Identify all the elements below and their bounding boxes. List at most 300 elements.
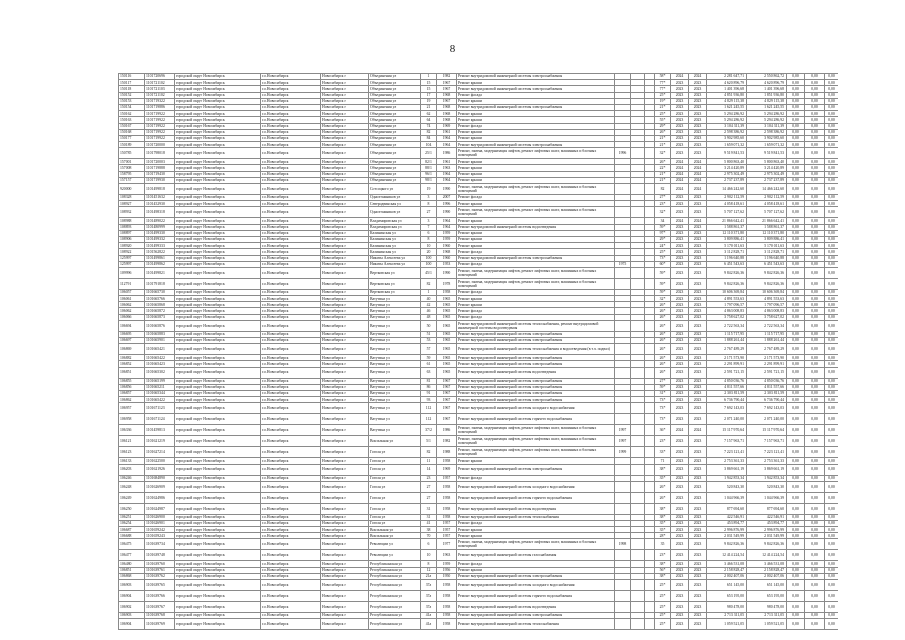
cell-cost: 651 145,00 [707, 580, 747, 591]
cell-z1: 0,00 [787, 86, 805, 92]
cell-municipality: городской округ Новосибирск [175, 390, 261, 396]
cell-municipality: городской округ Новосибирск [175, 613, 261, 619]
cell-cost: 2 975 302,49 [707, 171, 747, 177]
cell-p2 [645, 447, 655, 458]
cell-z2: 0,00 [805, 503, 825, 514]
cell-cost: 4 058 418,61 [707, 201, 747, 207]
cell-cost: 3 902 985,60 [707, 135, 747, 141]
cell-city: г.о.Новосибирск [261, 123, 321, 129]
cell-cost: 7 692 143,03 [707, 403, 747, 414]
cell-id: 108893 [119, 224, 145, 230]
cell-plan: 38* [655, 561, 671, 567]
cell-plan: 31* [655, 390, 671, 396]
cell-plan: 36* [655, 425, 671, 436]
cell-flag: 1997 [615, 436, 631, 447]
cell-year: 1986 [437, 148, 457, 159]
cell-street: Ватутина ул [369, 314, 421, 320]
cell-id: 106688 [119, 533, 145, 539]
cell-street: Революции ул [369, 539, 421, 550]
cell-code: 1101639748 [145, 550, 175, 561]
cell-z1: 0,00 [787, 289, 805, 295]
table-row [119, 367, 839, 378]
cell-house: 74 [421, 123, 437, 129]
cell-settlement: Новосибирск г [321, 378, 369, 384]
cell-settlement: Новосибирск г [321, 367, 369, 378]
cell-id: 106694 [119, 320, 145, 331]
cell-z2: 0,00 [805, 207, 825, 218]
cell-city: г.о.Новосибирск [261, 171, 321, 177]
cell-city: г.о.Новосибирск [261, 98, 321, 104]
cell-year: 1965 [437, 355, 457, 361]
cell-plan: 35* [655, 527, 671, 533]
cell-flag [615, 367, 631, 378]
cell-city: г.о.Новосибирск [261, 80, 321, 86]
cell-z2: 0,00 [805, 201, 825, 207]
cell-z3: 0,00 [825, 338, 839, 344]
cell-year: 1958 [437, 613, 457, 619]
cell-z2: 0,00 [805, 278, 825, 289]
cell-street: Объединения ул [369, 86, 421, 92]
cell-y2: 2023 [689, 367, 707, 378]
cell-id: 106248 [119, 481, 145, 492]
cell-id: 157001 [119, 159, 145, 165]
cell-cost2: 2 767 489,29 [747, 344, 787, 355]
cell-settlement: Новосибирск г [321, 255, 369, 261]
cell-plan: 21* [655, 171, 671, 177]
cell-code: 1101499818 [145, 184, 175, 195]
cell-work: Ремонт внутридомовой инженерной системы теплоснабжения и водоотведения (в т.ч. подвал) [457, 344, 615, 355]
cell-id: 150163 [119, 117, 145, 123]
cell-z1: 0,00 [787, 602, 805, 613]
cell-settlement: Новосибирск г [321, 539, 369, 550]
cell-z1: 0,00 [787, 296, 805, 302]
cell-house: 112 [421, 403, 437, 414]
cell-y2: 2023 [689, 539, 707, 550]
cell-p1 [631, 580, 645, 591]
cell-city: г.о.Новосибирск [261, 384, 321, 390]
cell-municipality: городской округ Новосибирск [175, 261, 261, 267]
cell-municipality: городской округ Новосибирск [175, 195, 261, 201]
cell-y1: 2023 [671, 503, 689, 514]
cell-municipality: городской округ Новосибирск [175, 567, 261, 573]
cell-z1: 0,00 [787, 397, 805, 403]
cell-z3: 0,00 [825, 403, 839, 414]
cell-z2: 0,00 [805, 447, 825, 458]
cell-p1 [631, 207, 645, 218]
cell-z1: 0,00 [787, 308, 805, 314]
cell-work: Ремонт внутридомовой инженерной системы электроснабжения [457, 397, 615, 403]
cell-street: Калининская ул [369, 230, 421, 236]
cell-city: г.о.Новосибирск [261, 602, 321, 613]
cell-city: г.о.Новосибирск [261, 436, 321, 447]
cell-z1: 0,00 [787, 104, 805, 110]
cell-house: 40 [421, 296, 437, 302]
cell-z1: 0,00 [787, 224, 805, 230]
cell-municipality: городской округ Новосибирск [175, 550, 261, 561]
cell-plan: 35* [655, 520, 671, 526]
cell-y2: 2023 [689, 142, 707, 148]
cell-z2: 0,00 [805, 314, 825, 320]
cell-z1: 0,00 [787, 355, 805, 361]
cell-id: 106958 [119, 414, 145, 425]
cell-id: 106868 [119, 573, 145, 579]
cell-city: г.о.Новосибирск [261, 184, 321, 195]
cell-y2: 2023 [689, 296, 707, 302]
cell-z2: 0,00 [805, 111, 825, 117]
cell-house: 88/1 [421, 165, 437, 171]
cell-year: 1961 [437, 159, 457, 165]
cell-y2: 2023 [689, 384, 707, 390]
cell-code: 1101719922 [145, 129, 175, 135]
cell-id: 106123 [119, 447, 145, 458]
cell-id: 150117 [119, 80, 145, 86]
table-row [119, 464, 839, 475]
cell-id: 106862 [119, 397, 145, 403]
cell-y2: 2023 [689, 602, 707, 613]
cell-work: Ремонт внутридомовой инженерной системы электроснабжения [457, 384, 615, 390]
cell-year: 1964 [437, 224, 457, 230]
cell-z2: 0,00 [805, 414, 825, 425]
cell-z1: 0,00 [787, 171, 805, 177]
cell-code: 1101665872 [145, 308, 175, 314]
cell-code: 1101719322 [145, 98, 175, 104]
cell-year: 1958 [437, 619, 457, 630]
cell-work: Ремонт внутридомовой инженерной системы холодного водоснабжения [457, 481, 615, 492]
cell-cost2: 520 843,30 [747, 481, 787, 492]
cell-cost: 1 044 966,39 [707, 492, 747, 503]
cell-house: 8 [421, 236, 437, 242]
cell-y1: 2023 [671, 308, 689, 314]
cell-z1: 0,00 [787, 527, 805, 533]
cell-house: 3 [421, 218, 437, 224]
cell-y2: 2023 [689, 378, 707, 384]
cell-year: 1967 [437, 384, 457, 390]
cell-municipality: городской округ Новосибирск [175, 255, 261, 261]
cell-year: 1950 [437, 573, 457, 579]
cell-plan: 25* [655, 619, 671, 630]
cell-cost2: 4 863 008,83 [747, 308, 787, 314]
table-row [119, 492, 839, 503]
cell-code: 1101665901 [145, 338, 175, 344]
cell-y2: 2024 [689, 184, 707, 195]
cell-cost: 4 811 557,66 [707, 384, 747, 390]
cell-street: Вертковская ул [369, 289, 421, 295]
cell-cost2: 5 294 286,92 [747, 111, 787, 117]
cell-municipality: городской округ Новосибирск [175, 361, 261, 367]
cell-cost: 1 659 071,32 [707, 142, 747, 148]
cell-flag: 1996 [615, 148, 631, 159]
cell-cost: 9 842 826,36 [707, 278, 747, 289]
cell-z3: 0,00 [825, 177, 839, 183]
cell-code: 1101721103 [145, 86, 175, 92]
cell-z2: 0,00 [805, 390, 825, 396]
cell-code: 1101665873 [145, 314, 175, 320]
cell-code: 1101720003 [145, 159, 175, 165]
cell-y1: 2023 [671, 123, 689, 129]
cell-z2: 0,00 [805, 243, 825, 249]
cell-settlement: Новосибирск г [321, 184, 369, 195]
cell-work: Ремонт внутридомовой инженерной системы горячего водоснабжения [457, 414, 615, 425]
cell-settlement: Новосибирск г [321, 177, 369, 183]
cell-settlement: Новосибирск г [321, 550, 369, 561]
cell-cost: 21 866 642,41 [707, 218, 747, 224]
cell-y2: 2023 [689, 104, 707, 110]
cell-year: 1964 [437, 142, 457, 148]
cell-y2: 2023 [689, 255, 707, 261]
cell-z2: 0,00 [805, 619, 825, 630]
cell-municipality: городской округ Новосибирск [175, 117, 261, 123]
cell-street: Вокзальная ул [369, 533, 421, 539]
cell-z2: 0,00 [805, 602, 825, 613]
cell-work: Ремонт внутридомовой инженерной системы электроснабжения [457, 613, 615, 619]
cell-cost: 2 002 407,06 [707, 573, 747, 579]
cell-street: Республиканская ул [369, 573, 421, 579]
cell-id: 106246 [119, 475, 145, 481]
cell-settlement: Новосибирск г [321, 261, 369, 267]
cell-year: 1982 [437, 74, 457, 80]
cell-city: г.о.Новосибирск [261, 550, 321, 561]
cell-z3: 0,00 [825, 308, 839, 314]
cell-municipality: городской округ Новосибирск [175, 243, 261, 249]
cell-work: Ремонт внутридомовой инженерной системы электроснабжения [457, 104, 615, 110]
cell-code: 1101624986 [145, 492, 175, 503]
cell-y2: 2024 [689, 165, 707, 171]
cell-municipality: городской округ Новосибирск [175, 447, 261, 458]
cell-z2: 0,00 [805, 177, 825, 183]
cell-city: г.о.Новосибирск [261, 397, 321, 403]
cell-work: Ремонт, замена, модернизация лифтов, ремонт лифтовых шахт, машинных и блочных помещений [457, 184, 615, 195]
cell-z1: 0,00 [787, 320, 805, 331]
cell-z2: 0,00 [805, 475, 825, 481]
cell-work: Ремонт внутридомовой инженерной системы электроснабжения [457, 361, 615, 367]
cell-work: Ремонт внутридомовой инженерной системы электроснабжения [457, 573, 615, 579]
cell-cost: 2 737 237,89 [707, 177, 747, 183]
cell-y2: 2023 [689, 520, 707, 526]
cell-house: 6 [421, 539, 437, 550]
cell-city: г.о.Новосибирск [261, 464, 321, 475]
cell-y1: 2023 [671, 384, 689, 390]
cell-plan: 73* [655, 255, 671, 261]
cell-cost: 7 157 963,71 [707, 436, 747, 447]
cell-y2: 2023 [689, 195, 707, 201]
cell-y2: 2023 [689, 243, 707, 249]
cell-cost: 1 196 640,88 [707, 255, 747, 261]
cell-z1: 0,00 [787, 533, 805, 539]
cell-cost2: 4 058 418,61 [747, 201, 787, 207]
cell-code: 1101499862 [145, 261, 175, 267]
cell-z1: 0,00 [787, 111, 805, 117]
table-row [119, 414, 839, 425]
cell-y1: 2024 [671, 159, 689, 165]
cell-city: г.о.Новосибирск [261, 249, 321, 255]
cell-settlement: Новосибирск г [321, 520, 369, 526]
cell-house: 21a [421, 573, 437, 579]
cell-house: 100 [421, 261, 437, 267]
cell-y2: 2023 [689, 514, 707, 520]
cell-plan: 25* [655, 92, 671, 98]
cell-house: 23 [421, 475, 437, 481]
cell-y1: 2023 [671, 80, 689, 86]
cell-z1: 0,00 [787, 344, 805, 355]
cell-settlement: Новосибирск г [321, 201, 369, 207]
cell-cost2: 2 737 237,89 [747, 177, 787, 183]
cell-p2 [645, 367, 655, 378]
cell-street: Революции ул [369, 550, 421, 561]
cell-cost2: 4 850 036,76 [747, 378, 787, 384]
cell-plan: 73* [655, 414, 671, 425]
cell-house: 64 [421, 117, 437, 123]
cell-work: Ремонт фасада [457, 308, 615, 314]
cell-municipality: городской округ Новосибирск [175, 384, 261, 390]
cell-z1: 0,00 [787, 580, 805, 591]
cell-settlement: Новосибирск г [321, 384, 369, 390]
cell-cost: 5 707 127,62 [707, 207, 747, 218]
cell-plan: 25* [655, 249, 671, 255]
cell-id: 106856 [119, 384, 145, 390]
cell-y2: 2023 [689, 148, 707, 159]
cell-house: 41a [421, 619, 437, 630]
cell-cost: 3 869 661,19 [707, 464, 747, 475]
cell-cost2: 9 842 826,36 [747, 267, 787, 278]
cell-cost: 4 851 936,80 [707, 92, 747, 98]
cell-cost2: 2 171 573,90 [747, 355, 787, 361]
cell-id: 106477 [119, 550, 145, 561]
cell-y1: 2023 [671, 539, 689, 550]
cell-p2 [645, 602, 655, 613]
cell-plan: 26* [655, 302, 671, 308]
cell-y2: 2023 [689, 123, 707, 129]
cell-municipality: городской округ Новосибирск [175, 135, 261, 141]
cell-z3: 0,00 [825, 148, 839, 159]
cell-municipality: городской округ Новосибирск [175, 92, 261, 98]
cell-plan: 26* [655, 481, 671, 492]
table-row [119, 148, 839, 159]
cell-house: 38 [421, 527, 437, 533]
cell-z1: 0,00 [787, 80, 805, 86]
cell-code: 1101624987 [145, 503, 175, 514]
cell-street: Объединения ул [369, 80, 421, 86]
table-row [119, 619, 839, 630]
cell-code: 1101791818 [145, 278, 175, 289]
cell-municipality: городской округ Новосибирск [175, 320, 261, 331]
cell-cost: 1 588 861,37 [707, 224, 747, 230]
cell-street: Гоголя ул [369, 514, 421, 520]
cell-id: 108988 [119, 218, 145, 224]
cell-cost: 1 797 096,57 [707, 302, 747, 308]
cell-plan: 59* [655, 278, 671, 289]
cell-year: 1969 [437, 123, 457, 129]
cell-year: 1958 [437, 458, 457, 464]
cell-year: 1958 [437, 481, 457, 492]
cell-work: Ремонт, замена, модернизация лифтов, ремонт лифтовых шахт, машинных и блочных помещений [457, 207, 615, 218]
cell-settlement: Новосибирск г [321, 195, 369, 201]
cell-z2: 0,00 [805, 550, 825, 561]
cell-city: г.о.Новосибирск [261, 414, 321, 425]
cell-street: Республиканская ул [369, 602, 421, 613]
table-row [119, 184, 839, 195]
cell-p1 [631, 148, 645, 159]
cell-street: Вокзальная ул [369, 436, 421, 447]
cell-house: 82 [421, 129, 437, 135]
cell-code: 1101671123 [145, 403, 175, 414]
cell-work: Ремонт внутридомовой инженерной системы электроснабжения [457, 464, 615, 475]
table-row [119, 320, 839, 331]
cell-work: Ремонт, замена, модернизация лифтов, ремонт лифтовых шахт, машинных и блочных помещений [457, 425, 615, 436]
cell-year: 1990 [437, 184, 457, 195]
cell-y1: 2023 [671, 414, 689, 425]
cell-street: Никиты Алексеева ул [369, 261, 421, 267]
cell-p1 [631, 320, 645, 331]
cell-z3: 0,00 [825, 344, 839, 355]
cell-id: 150118 [119, 86, 145, 92]
cell-municipality: городской округ Новосибирск [175, 561, 261, 567]
cell-municipality: городской округ Новосибирск [175, 331, 261, 337]
cell-plan: 25* [655, 602, 671, 613]
cell-cost2: 2 713 311,05 [747, 613, 787, 619]
cell-work: Ремонт крыши [457, 165, 615, 171]
cell-year: 1967 [437, 397, 457, 403]
cell-cost: 9 842 826,36 [707, 539, 747, 550]
cell-cost2: 4 620 896,79 [747, 80, 787, 86]
cell-street: Калининская ул [369, 243, 421, 249]
cell-cost: 520 843,30 [707, 481, 747, 492]
cell-y2: 2023 [689, 475, 707, 481]
cell-id: 106250 [119, 503, 145, 514]
cell-city: г.о.Новосибирск [261, 338, 321, 344]
cell-year: 1968 [437, 249, 457, 255]
cell-house: 112 [421, 414, 437, 425]
cell-settlement: Новосибирск г [321, 296, 369, 302]
cell-work: Ремонт крыши [457, 171, 615, 177]
cell-house: 27 [421, 492, 437, 503]
cell-street: Объединения ул [369, 148, 421, 159]
cell-flag [615, 320, 631, 331]
cell-work: Ремонт крыши [457, 177, 615, 183]
cell-settlement: Новосибирск г [321, 436, 369, 447]
cell-y2: 2023 [689, 344, 707, 355]
cell-z3: 0,00 [825, 249, 839, 255]
cell-cost2: 2 902 112,59 [747, 195, 787, 201]
cell-street: Ватутина ул [369, 403, 421, 414]
cell-year: 1964 [437, 218, 457, 224]
table-row [119, 425, 839, 436]
cell-z1: 0,00 [787, 236, 805, 242]
cell-z2: 0,00 [805, 331, 825, 337]
cell-cost: 6 451 543,63 [707, 261, 747, 267]
cell-z3: 0,00 [825, 520, 839, 526]
cell-id: 106869 [119, 344, 145, 355]
cell-year: 1960 [437, 255, 457, 261]
cell-work: Ремонт, замена, модернизация лифтов, ремонт лифтовых шахт, машинных и блочных помещений [457, 148, 615, 159]
cell-y2: 2023 [689, 320, 707, 331]
cell-y1: 2023 [671, 267, 689, 278]
cell-p1 [631, 278, 645, 289]
cell-code: 1101639767 [145, 602, 175, 613]
cell-y2: 2024 [689, 425, 707, 436]
cell-z1: 0,00 [787, 218, 805, 224]
cell-p2 [645, 267, 655, 278]
cell-plan: 23* [655, 436, 671, 447]
cell-city: г.о.Новосибирск [261, 520, 321, 526]
cell-flag [615, 619, 631, 630]
cell-house: 82/1 [421, 159, 437, 165]
cell-house: 11 [421, 458, 437, 464]
cell-year: 1967 [437, 378, 457, 384]
cell-plan: 23* [655, 201, 671, 207]
cell-code: 1101665421 [145, 344, 175, 355]
cell-plan: 29* [655, 236, 671, 242]
cell-z1: 0,00 [787, 514, 805, 520]
